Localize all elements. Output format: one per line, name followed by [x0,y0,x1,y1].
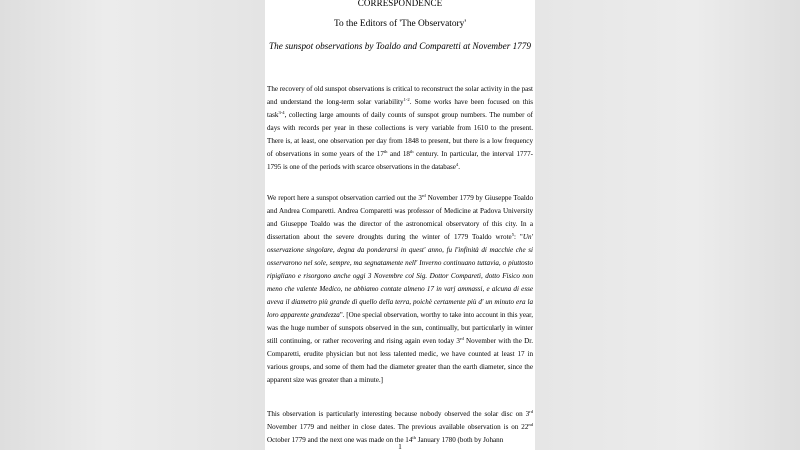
section-title: CORRESPONDENCE [357,0,443,8]
article-title: The sunspot observations by Toaldo and Comparetti at November 1779 [269,41,531,51]
document-page[interactable] [265,0,535,450]
paragraph-1: The recovery of old sunspot observations is critical to reconstruct the solar activity in the past and understand the long-term solar variability$^{1-2}$. Some works have been focused on this task$^{3-4}$, collecting large amounts of daily counts of sunspot group numbers. The number of days with records per year in these collections is very variable from 1610 to the present. There is, at least, one observation per day from 1848 to present, but there is a low frequency of observations in some years of the 17th and 18th century. In particular, the interval 1777-1795 is one of the periods with scarce observations in the database$^4$. [267,85,533,172]
italian-quote: Un' osservazione singolare, degna da ponderarsi in quest' anno, fu l'infinità di macchie che si osservarono nel sole, sempre, ma segnatamente nell' Inverno continuano tuttavia, o piuttosto ripigliano e risorgono anche oggi 3 Novembre col Sig. Dottor Comparetì, dotto Fisico non meno che valente Medico, ne abbiamo contate almeno 17 in varj ammassi, e alcuna di esse aveva il diametro più grande di quello della terra, poichè certamente più d' un minuto era la loro apparente grandezza [267,233,534,320]
addressee-line: To the Editors of 'The Observatory' [333,19,467,29]
paragraph-3: This observation is particularly interesting because nobody observed the solar disc on 3rd November 1779 and neither in close dates. The previous available observation is on 22nd October 1779 and the next one was made on the 14th January 1780 (both by Johann [267,409,533,445]
page-number: 1 [398,443,402,450]
viewer-background-right [535,0,800,450]
paragraph-2: We report here a sunspot observation carried out the 3rd November 1779 by Giuseppe Toaldo and Andrea Comparetti. Andrea Comparetti was professor of Medicine at Padova University and Giuseppe Toaldo was the director of the astronomical observatory of this city. In a dissertation about the severe droughts during the winter of 1779 Toaldo wrote$^5$: "Un' osservazione singolare, degna da ponderarsi in quest' anno, fu l'infinità di macchie che si osservarono nel sole, sempre, ma segnatamente nell' Inverno continuano tuttavia, o piuttosto ripigliano e risorgono anche oggi 3 Novembre col Sig. Dottor Comparetì, dotto Fisico non meno che valente Medico, ne abbiamo contate almeno 17 in varj ammassi, e alcuna di esse aveva il diametro più grande di quello della terra, poichè certamente più d' un minuto era la loro apparente grandezza". [One special observation, worthy to take into account in this year, was the huge number of sunspots observed in the sun, continually, but particularly in winter still continuing, or rather recovering and rising again even today 3rd November with the Dr. Comparetti, erudite physician but not less talented medic, we have counted at least 17 in various groups, and some of them had the diameter greater than the earth diameter, since the apparent size was greater than a minute.] [267,193,534,385]
viewer-background-left [0,0,265,450]
